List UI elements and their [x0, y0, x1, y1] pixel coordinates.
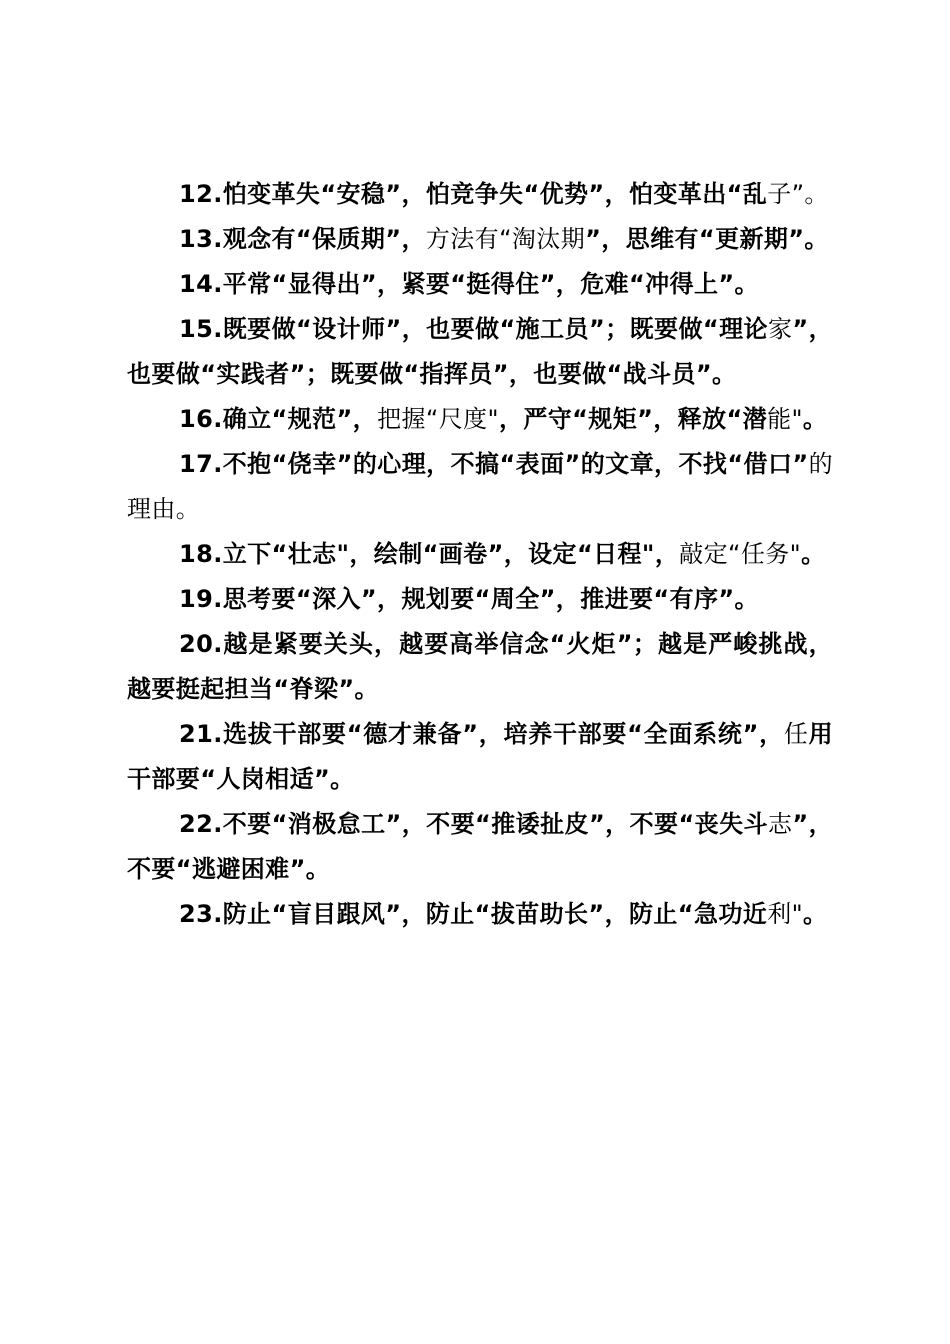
paragraph-text: ”，思维有“更新期”。 — [585, 225, 829, 253]
paragraph-16 — [127, 397, 833, 442]
paragraph-text: 志 — [767, 810, 793, 838]
paragraph-text: 。 — [801, 540, 826, 568]
paragraph-17 — [127, 442, 833, 532]
paragraph-19 — [127, 577, 833, 622]
paragraph-text: 18.立下“壮志"，绘制“画卷”，设定“日程"， — [179, 540, 680, 568]
paragraph-text: 任 — [783, 720, 809, 748]
paragraph-text: 12.怕变革失“安稳”，怕竞争失“优势”，怕变革出“乱 — [179, 180, 768, 208]
paragraph-15 — [127, 307, 833, 397]
paragraph-text: 把握“尺度" — [377, 405, 499, 433]
paragraph-20 — [127, 622, 833, 712]
paragraph-text: 22.不要“消极怠工”，不要“推诿扯皮”，不要“丧失斗 — [179, 810, 768, 838]
paragraph-text: 21.选拔干部要“德才兼备”，培养干部要“全面系统”， — [179, 720, 784, 748]
paragraph-text: 利" — [767, 900, 804, 928]
paragraph-text: 20.越是紧要关头，越要高举信念“火炬”；越是严峻挑战，越要挺起担当“脊梁”。 — [127, 630, 833, 703]
paragraph-18 — [127, 532, 833, 577]
paragraph-text: 的理由。 — [127, 450, 833, 523]
paragraph-text: 子”。 — [767, 180, 829, 208]
paragraph-text: 家 — [767, 315, 793, 343]
paragraph-text: ”，不要“逃避困难”。 — [127, 810, 833, 883]
paragraph-text: 能" — [767, 405, 803, 433]
paragraph-text: 23.防止“盲目跟风”，防止“拔苗助长”，防止“急功近 — [179, 900, 768, 928]
paragraph-12 — [127, 172, 833, 217]
paragraph-14 — [127, 262, 833, 307]
paragraph-23 — [127, 892, 833, 937]
paragraph-text: ，严守“规矩”，释放“潜 — [498, 405, 768, 433]
paragraph-text: 敲定“任务" — [679, 540, 802, 568]
paragraph-text: 14.平常“显得出”，紧要“挺得住”，危难“冲得上”。 — [179, 270, 759, 298]
paragraph-text: ”，也要做“实践者”；既要做“指挥员”，也要做“战斗员”。 — [127, 315, 833, 388]
paragraph-text: 13.观念有“保质期”， — [179, 225, 426, 253]
paragraph-text: 17.不抱“侥幸”的心理，不搞“表面”的文章，不找“借口” — [179, 450, 809, 478]
paragraph-text: 19.思考要“深入”，规划要“周全”，推进要“有序”。 — [179, 585, 759, 613]
paragraph-text: 16.确立“规范”， — [179, 405, 378, 433]
paragraph-text: 方法有“淘汰期 — [425, 225, 586, 253]
paragraph-text: 15.既要做“设计师”，也要做“施工员”；既要做“理论 — [179, 315, 768, 343]
paragraph-13 — [127, 217, 833, 262]
document-body — [127, 172, 833, 937]
paragraph-text: 。 — [803, 900, 828, 928]
paragraph-22 — [127, 802, 833, 892]
paragraph-21 — [127, 712, 833, 802]
paragraph-text: 。 — [802, 405, 828, 433]
paragraph-text: 用干部要“人岗相适”。 — [127, 720, 833, 793]
